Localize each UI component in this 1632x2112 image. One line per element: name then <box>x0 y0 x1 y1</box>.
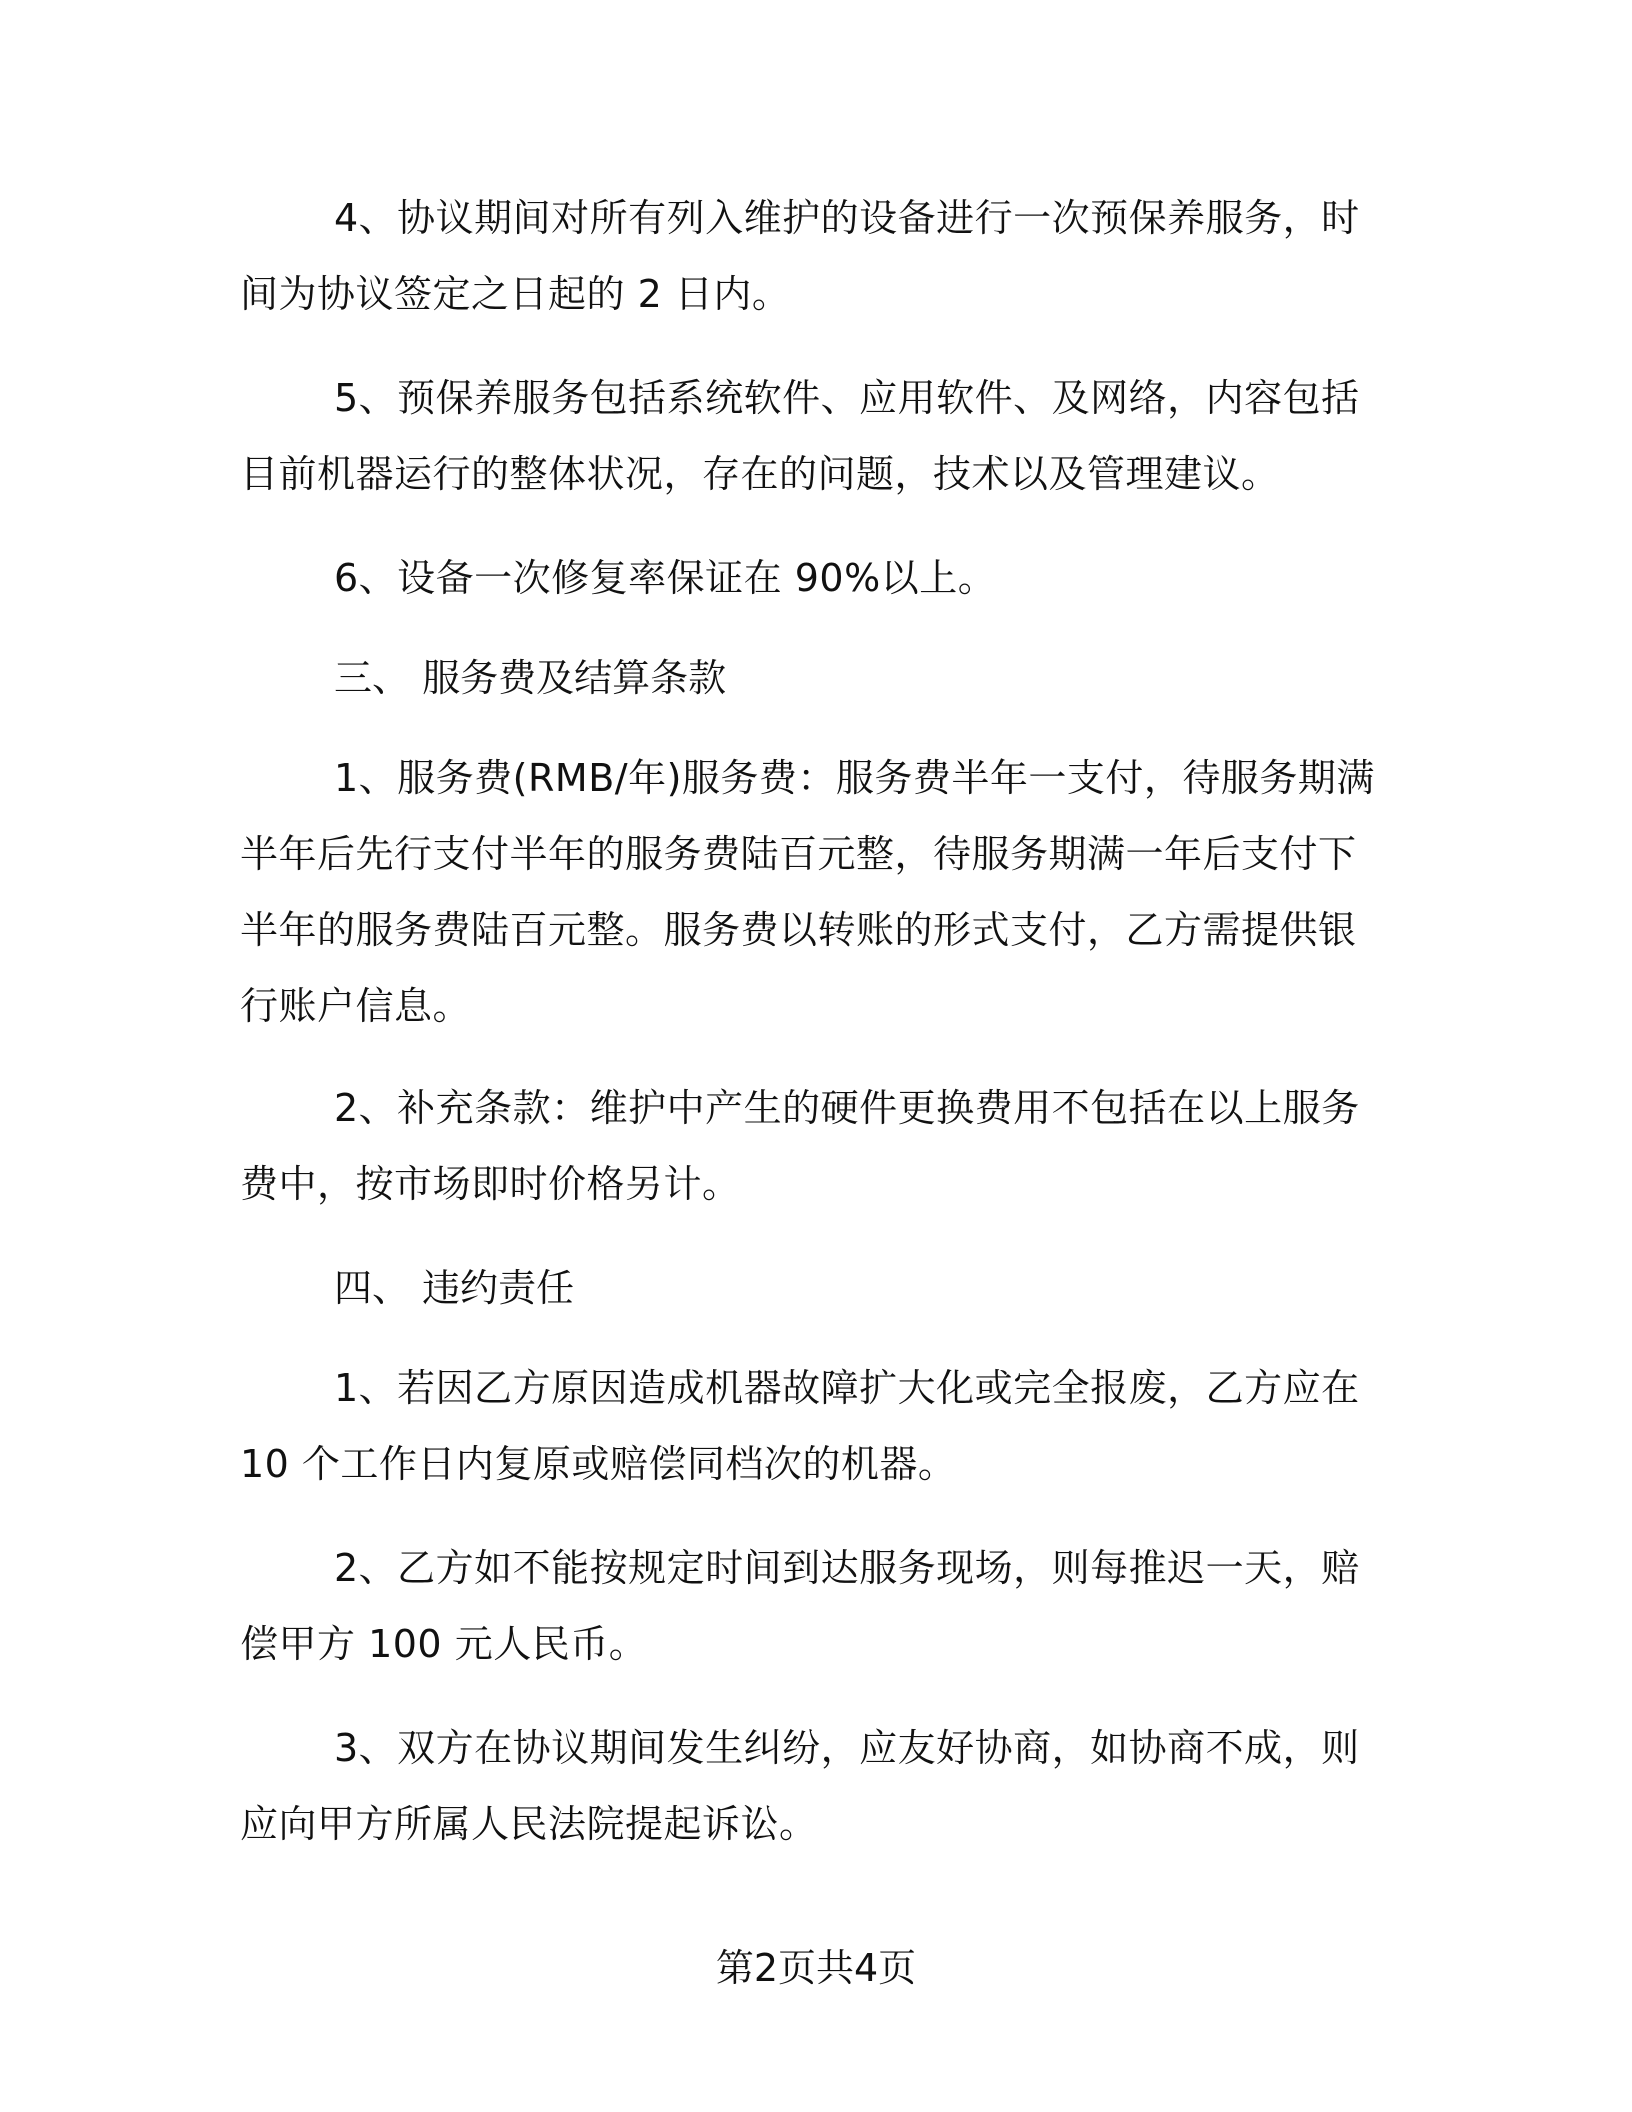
section-4-heading: 四、 违约责任 <box>334 1266 575 1310</box>
clause-4-paragraph: 4、协议期间对所有列入维护的设备进行一次预保养服务，时间为协议签定之日起的 2 日内。 <box>240 196 1360 316</box>
clause-6-paragraph: 6、设备一次修复率保证在 90%以上。 <box>334 556 997 600</box>
fee-clause-1-paragraph: 1、服务费(RMB/年)服务费：服务费半年一支付，待服务期满半年后先行支付半年的服务费陆百元整，待服务期满一年后支付下半年的服务费陆百元整。服务费以转账的形式支付，乙方需提供银行账户信息。 <box>240 756 1375 1028</box>
liability-clause-2-paragraph: 2、乙方如不能按规定时间到达服务现场，则每推迟一天，赔偿甲方 100 元人民币。 <box>240 1546 1360 1666</box>
fee-clause-2-paragraph: 2、补充条款：维护中产生的硬件更换费用不包括在以上服务费中，按市场即时价格另计。 <box>240 1086 1360 1206</box>
liability-clause-1-paragraph: 1、若因乙方原因造成机器故障扩大化或完全报废，乙方应在 10 个工作日内复原或赔偿同档次的机器。 <box>240 1366 1360 1486</box>
liability-clause-3-paragraph: 3、双方在协议期间发生纠纷，应友好协商，如协商不成，则应向甲方所属人民法院提起诉讼。 <box>240 1726 1360 1846</box>
section-3-heading: 三、 服务费及结算条款 <box>334 656 727 700</box>
clause-5-paragraph: 5、预保养服务包括系统软件、应用软件、及网络，内容包括目前机器运行的整体状况，存在的问题，技术以及管理建议。 <box>240 376 1360 496</box>
page-number-footer: 第2页共4页 <box>715 1946 917 1990</box>
